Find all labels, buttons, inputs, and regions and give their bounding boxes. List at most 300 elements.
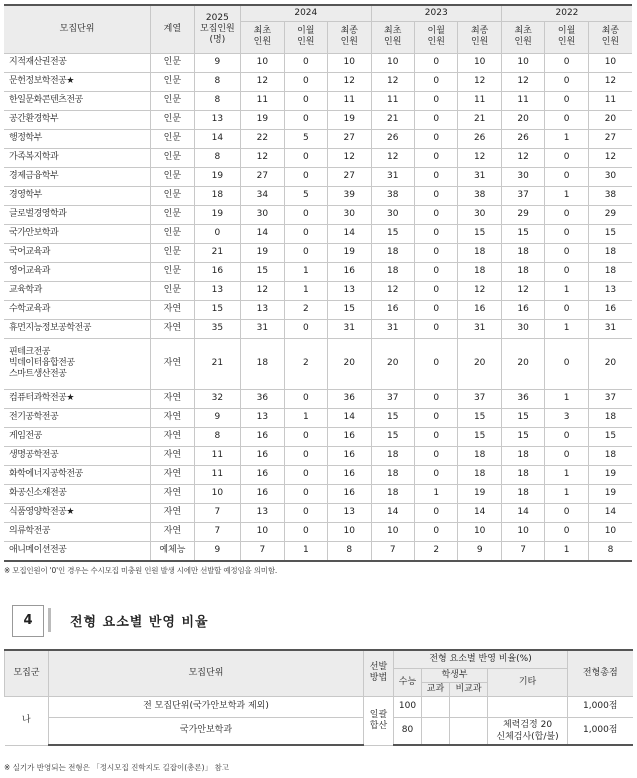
row-value: 18	[588, 243, 632, 262]
row-value: 9	[194, 541, 241, 561]
table-row	[4, 53, 632, 72]
row-value: 0	[414, 262, 457, 281]
row-value: 12	[241, 72, 284, 91]
subheader-cell: 최초 인원	[501, 21, 544, 53]
table-row	[4, 465, 632, 484]
table-row	[4, 389, 632, 408]
row-value: 0	[284, 167, 327, 186]
row-value: 22	[241, 129, 284, 148]
table-row	[4, 446, 632, 465]
ratio-row-csat: 100	[394, 696, 422, 717]
section-divider	[48, 608, 51, 632]
row-value: 37	[588, 389, 632, 408]
row-value: 12	[458, 148, 501, 167]
row-value: 30	[371, 205, 414, 224]
row-value: 12	[371, 148, 414, 167]
row-value: 18	[501, 484, 544, 503]
row-value: 0	[414, 224, 457, 243]
row-value: 15	[501, 224, 544, 243]
row-value: 27	[328, 167, 371, 186]
row-value: 20	[501, 110, 544, 129]
row-value: 18	[501, 243, 544, 262]
row-value: 1	[545, 129, 588, 148]
row-value: 19	[328, 243, 371, 262]
row-value: 13	[328, 503, 371, 522]
row-field: 인문	[151, 72, 194, 91]
row-value: 0	[284, 465, 327, 484]
row-unit-name: 지적재산권전공	[4, 53, 151, 72]
row-value: 0	[545, 72, 588, 91]
row-value: 16	[328, 465, 371, 484]
row-value: 14	[588, 503, 632, 522]
row-value: 20	[588, 338, 632, 389]
row-value: 10	[371, 522, 414, 541]
row-value: 39	[328, 186, 371, 205]
row-value: 10	[328, 522, 371, 541]
row-value: 1	[545, 484, 588, 503]
row-value: 20	[588, 110, 632, 129]
row-field: 자연	[151, 427, 194, 446]
row-field: 자연	[151, 389, 194, 408]
row-value: 27	[588, 129, 632, 148]
row-value: 5	[284, 186, 327, 205]
row-value: 8	[588, 541, 632, 561]
table-row	[4, 281, 632, 300]
row-value: 0	[284, 205, 327, 224]
row-value: 10	[458, 53, 501, 72]
row-unit-name: 핀테크전공 빅데이터융합전공 스마트생산전공	[4, 338, 151, 389]
subheader-cell: 이월 인원	[545, 21, 588, 53]
section-heading	[4, 605, 632, 637]
table-row	[4, 129, 632, 148]
row-unit-name: 전기공학전공	[4, 408, 151, 427]
row-field: 인문	[151, 129, 194, 148]
row-value: 12	[501, 72, 544, 91]
ratio-row-nonsubject	[450, 717, 488, 745]
header-csat: 수능	[394, 668, 422, 696]
section-title: 전형 요소별 반영 비율	[70, 615, 209, 630]
row-unit-name: 영어교육과	[4, 262, 151, 281]
row-unit-name: 컴퓨터과학전공★	[4, 389, 151, 408]
row-value: 31	[241, 319, 284, 338]
row-value: 19	[588, 465, 632, 484]
table-row	[4, 148, 632, 167]
row-value: 18	[588, 446, 632, 465]
row-value: 0	[284, 243, 327, 262]
row-value: 3	[545, 408, 588, 427]
header-school: 학생부	[422, 668, 488, 682]
ratio-row-subject	[422, 717, 450, 745]
row-value: 15	[588, 427, 632, 446]
row-value: 10	[194, 484, 241, 503]
row-value: 1	[545, 389, 588, 408]
row-value: 12	[501, 148, 544, 167]
ratio-row-nonsubject	[450, 696, 488, 717]
row-value: 16	[371, 300, 414, 319]
row-value: 0	[545, 224, 588, 243]
row-value: 9	[194, 53, 241, 72]
row-value: 30	[501, 319, 544, 338]
row-value: 0	[414, 53, 457, 72]
row-value: 31	[458, 319, 501, 338]
table-row	[4, 243, 632, 262]
table-row	[4, 91, 632, 110]
table-row	[4, 503, 632, 522]
row-unit-name: 국가안보학과	[4, 224, 151, 243]
row-unit-name: 문헌정보학전공★	[4, 72, 151, 91]
row-value: 26	[501, 129, 544, 148]
row-value: 36	[501, 389, 544, 408]
row-value: 13	[328, 281, 371, 300]
row-value: 16	[328, 262, 371, 281]
ratio-table	[4, 649, 633, 746]
row-value: 2	[284, 338, 327, 389]
row-value: 18	[501, 262, 544, 281]
row-value: 19	[241, 243, 284, 262]
row-value: 0	[545, 148, 588, 167]
row-value: 0	[545, 522, 588, 541]
ratio-row-csat: 80	[394, 717, 422, 745]
row-value: 18	[588, 262, 632, 281]
row-value: 1	[545, 541, 588, 561]
row-value: 30	[458, 205, 501, 224]
row-value: 1	[545, 319, 588, 338]
row-value: 1	[284, 262, 327, 281]
row-unit-name: 가족복지학과	[4, 148, 151, 167]
row-value: 0	[414, 389, 457, 408]
row-value: 0	[414, 167, 457, 186]
row-value: 20	[501, 338, 544, 389]
row-value: 16	[328, 427, 371, 446]
header-2025	[194, 5, 241, 53]
row-value: 12	[458, 281, 501, 300]
row-field: 인문	[151, 167, 194, 186]
row-field: 자연	[151, 338, 194, 389]
row-value: 0	[545, 205, 588, 224]
row-value: 21	[194, 338, 241, 389]
row-field: 자연	[151, 319, 194, 338]
table-row	[4, 224, 632, 243]
row-value: 12	[328, 72, 371, 91]
table-row	[4, 338, 632, 389]
row-value: 1	[284, 281, 327, 300]
row-value: 18	[241, 338, 284, 389]
table-row	[4, 522, 632, 541]
row-value: 16	[241, 465, 284, 484]
row-value: 35	[194, 319, 241, 338]
row-value: 18	[194, 186, 241, 205]
row-field: 예체능	[151, 541, 194, 561]
row-value: 15	[501, 408, 544, 427]
row-value: 0	[284, 484, 327, 503]
row-field: 자연	[151, 408, 194, 427]
section-number: 4	[12, 605, 44, 637]
row-value: 14	[328, 408, 371, 427]
row-value: 12	[328, 148, 371, 167]
row-value: 12	[241, 148, 284, 167]
subheader-cell: 이월 인원	[284, 21, 327, 53]
row-field: 인문	[151, 205, 194, 224]
row-value: 36	[328, 389, 371, 408]
row-value: 15	[458, 408, 501, 427]
row-value: 0	[545, 338, 588, 389]
quota-footnote: ※ 모집인원이 '0'인 경우는 수시모집 미충원 인원 발생 시에만 선발할 예정임을 의미함.	[4, 565, 278, 575]
row-value: 26	[371, 129, 414, 148]
row-field: 자연	[151, 300, 194, 319]
header-2025-unit: (명)	[209, 34, 226, 45]
row-value: 13	[241, 408, 284, 427]
row-value: 12	[371, 281, 414, 300]
row-value: 0	[414, 319, 457, 338]
row-unit-name: 경영학부	[4, 186, 151, 205]
row-value: 13	[241, 300, 284, 319]
row-value: 14	[194, 129, 241, 148]
row-value: 29	[501, 205, 544, 224]
row-value: 16	[328, 484, 371, 503]
header-nonsubject: 비교과	[450, 682, 488, 696]
row-field: 자연	[151, 446, 194, 465]
row-value: 13	[241, 503, 284, 522]
row-unit-name: 교육학과	[4, 281, 151, 300]
row-value: 27	[241, 167, 284, 186]
header-field: 계열	[151, 5, 194, 53]
row-value: 0	[414, 186, 457, 205]
row-value: 0	[414, 243, 457, 262]
row-value: 1	[284, 541, 327, 561]
row-value: 15	[328, 300, 371, 319]
row-value: 16	[241, 484, 284, 503]
row-value: 19	[458, 484, 501, 503]
ratio-row-unit: 국가안보학과	[49, 717, 364, 745]
row-value: 0	[414, 129, 457, 148]
row-value: 0	[284, 110, 327, 129]
table-row	[4, 300, 632, 319]
row-unit-name: 휴먼지능정보공학전공	[4, 319, 151, 338]
row-value: 8	[194, 72, 241, 91]
row-value: 26	[458, 129, 501, 148]
row-value: 15	[458, 427, 501, 446]
row-unit-name: 경제금융학부	[4, 167, 151, 186]
row-value: 10	[501, 522, 544, 541]
table-row	[4, 262, 632, 281]
header-total: 전형총점	[568, 650, 633, 696]
subheader-cell: 최종 인원	[588, 21, 632, 53]
row-value: 18	[501, 465, 544, 484]
row-value: 0	[414, 281, 457, 300]
row-value: 0	[545, 300, 588, 319]
row-value: 2	[284, 300, 327, 319]
row-value: 0	[545, 243, 588, 262]
row-value: 0	[545, 91, 588, 110]
row-value: 0	[414, 205, 457, 224]
ratio-table-section	[4, 649, 632, 746]
row-value: 10	[458, 522, 501, 541]
row-value: 8	[194, 148, 241, 167]
table-row	[4, 408, 632, 427]
row-value: 31	[371, 319, 414, 338]
row-value: 16	[241, 427, 284, 446]
ratio-row-total: 1,000점	[568, 717, 633, 745]
row-value: 11	[371, 91, 414, 110]
row-value: 0	[284, 427, 327, 446]
row-value: 0	[414, 91, 457, 110]
row-value: 0	[414, 338, 457, 389]
row-value: 0	[284, 319, 327, 338]
row-value: 21	[371, 110, 414, 129]
row-value: 16	[241, 446, 284, 465]
row-value: 38	[371, 186, 414, 205]
table-row	[4, 205, 632, 224]
subheader-cell: 최초 인원	[371, 21, 414, 53]
row-value: 0	[284, 72, 327, 91]
row-value: 0	[545, 53, 588, 72]
row-value: 37	[371, 389, 414, 408]
row-value: 7	[371, 541, 414, 561]
row-value: 18	[501, 446, 544, 465]
row-value: 12	[501, 281, 544, 300]
row-field: 인문	[151, 281, 194, 300]
header-method: 선발 방법	[364, 650, 394, 696]
row-value: 31	[588, 319, 632, 338]
row-value: 32	[194, 389, 241, 408]
row-value: 29	[588, 205, 632, 224]
row-value: 7	[194, 503, 241, 522]
row-field: 인문	[151, 110, 194, 129]
row-value: 11	[328, 91, 371, 110]
row-field: 인문	[151, 262, 194, 281]
quota-history-table	[4, 4, 632, 562]
row-value: 20	[458, 338, 501, 389]
ratio-row-other	[488, 696, 568, 717]
row-value: 16	[458, 300, 501, 319]
ratio-footnote: ※ 실기가 반영되는 전형은 「정시모집 진학지도 길잡이(총론)」 참고	[4, 763, 229, 772]
row-value: 7	[241, 541, 284, 561]
row-value: 0	[414, 446, 457, 465]
row-value: 0	[414, 427, 457, 446]
row-value: 18	[371, 465, 414, 484]
row-field: 인문	[151, 243, 194, 262]
row-value: 9	[458, 541, 501, 561]
row-value: 15	[371, 427, 414, 446]
row-value: 0	[545, 110, 588, 129]
row-value: 10	[241, 522, 284, 541]
row-value: 11	[501, 91, 544, 110]
row-unit-name: 식품영양학전공★	[4, 503, 151, 522]
row-value: 13	[194, 281, 241, 300]
table-row	[4, 541, 632, 561]
row-value: 1	[284, 408, 327, 427]
row-value: 15	[458, 224, 501, 243]
row-value: 18	[371, 446, 414, 465]
row-value: 19	[588, 484, 632, 503]
subheader-cell: 이월 인원	[414, 21, 457, 53]
row-value: 15	[194, 300, 241, 319]
row-value: 0	[284, 53, 327, 72]
header-ratio-unit: 모집단위	[49, 650, 364, 696]
ratio-row-total: 1,000점	[568, 696, 633, 717]
row-value: 9	[194, 408, 241, 427]
group-value: 나	[5, 696, 49, 745]
header-2025-quota: 모집인원	[199, 23, 235, 34]
ratio-row-subject	[422, 696, 450, 717]
row-value: 0	[284, 224, 327, 243]
row-value: 11	[194, 465, 241, 484]
row-value: 0	[545, 503, 588, 522]
row-field: 자연	[151, 503, 194, 522]
row-value: 16	[501, 300, 544, 319]
row-value: 11	[241, 91, 284, 110]
row-field: 인문	[151, 186, 194, 205]
row-value: 18	[458, 262, 501, 281]
row-value: 34	[241, 186, 284, 205]
row-value: 36	[241, 389, 284, 408]
table-row	[4, 484, 632, 503]
row-value: 2	[414, 541, 457, 561]
row-value: 15	[241, 262, 284, 281]
table-row	[4, 167, 632, 186]
row-value: 21	[458, 110, 501, 129]
row-value: 15	[371, 224, 414, 243]
row-value: 18	[371, 243, 414, 262]
row-value: 30	[501, 167, 544, 186]
row-unit-name: 공간환경학부	[4, 110, 151, 129]
row-value: 0	[545, 262, 588, 281]
row-value: 0	[545, 427, 588, 446]
row-field: 자연	[151, 484, 194, 503]
header-unit: 모집단위	[4, 5, 151, 53]
row-value: 0	[414, 72, 457, 91]
row-value: 14	[328, 224, 371, 243]
admission-table-section	[4, 4, 632, 576]
row-field: 인문	[151, 53, 194, 72]
row-value: 12	[588, 72, 632, 91]
row-value: 30	[328, 205, 371, 224]
row-value: 0	[414, 300, 457, 319]
row-field: 자연	[151, 522, 194, 541]
row-unit-name: 게임전공	[4, 427, 151, 446]
row-value: 37	[501, 186, 544, 205]
row-field: 자연	[151, 465, 194, 484]
row-value: 10	[501, 53, 544, 72]
row-unit-name: 수학교육과	[4, 300, 151, 319]
row-value: 18	[371, 484, 414, 503]
table-row	[4, 427, 632, 446]
row-value: 0	[284, 91, 327, 110]
row-value: 0	[284, 389, 327, 408]
row-value: 0	[284, 503, 327, 522]
row-field: 인문	[151, 91, 194, 110]
row-value: 37	[458, 389, 501, 408]
row-value: 30	[588, 167, 632, 186]
row-value: 8	[194, 91, 241, 110]
row-value: 18	[371, 262, 414, 281]
row-value: 0	[414, 503, 457, 522]
header-subject: 교과	[422, 682, 450, 696]
row-value: 7	[501, 541, 544, 561]
row-unit-name: 행정학부	[4, 129, 151, 148]
row-value: 38	[588, 186, 632, 205]
row-value: 27	[328, 129, 371, 148]
row-value: 0	[284, 148, 327, 167]
row-value: 0	[414, 522, 457, 541]
row-value: 14	[371, 503, 414, 522]
row-value: 14	[458, 503, 501, 522]
row-value: 1	[414, 484, 457, 503]
row-unit-name: 의류학전공	[4, 522, 151, 541]
subheader-cell: 최종 인원	[458, 21, 501, 53]
row-value: 1	[545, 281, 588, 300]
row-value: 1	[545, 186, 588, 205]
